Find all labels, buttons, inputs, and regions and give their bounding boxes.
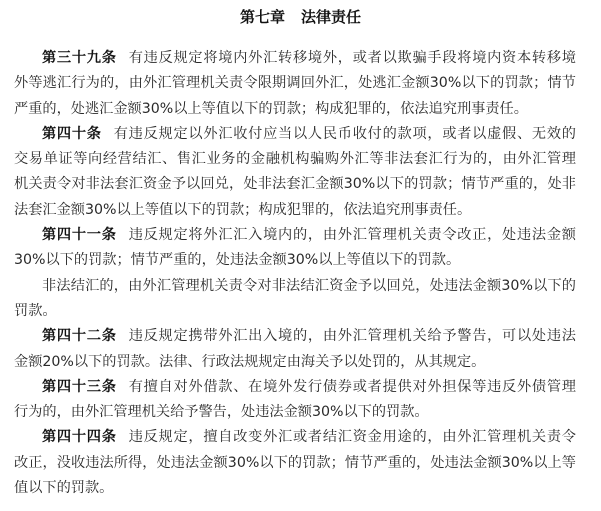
article-number: 第四十一条 — [42, 227, 117, 244]
paragraph-line — [14, 223, 576, 248]
line-text: 非法结汇的，由外汇管理机关责令对非法结汇资金予以回兑，处违法金额30%以下的 — [42, 277, 576, 294]
paragraph-line — [14, 324, 576, 349]
document-body — [14, 46, 576, 501]
line-text: 30%以下的罚款；情节严重的，处违法金额30%以上等值以下的罚款。 — [14, 252, 461, 269]
line-text: 违反规定将外汇汇入境内的，由外汇管理机关责令改正，处违法金额 — [128, 227, 576, 244]
line-text: 改正，没收违法所得，处违法金额30%以下的罚款；情节严重的，处违法金额30%以上等 — [14, 454, 576, 471]
chapter-title — [0, 6, 601, 27]
paragraph-line — [14, 274, 576, 299]
line-text: 法套汇金额30%以上等值以下的罚款；构成犯罪的，依法追究刑事责任。 — [14, 201, 472, 218]
line-text: 有违反规定以外汇收付应当以人民币收付的款项，或者以虚假、无效的 — [113, 125, 576, 142]
line-text: 值以下的罚款。 — [14, 480, 114, 497]
paragraph-line — [14, 299, 576, 324]
line-text: 有擅自对外借款、在境外发行债券或者提供对外担保等违反外债管理 — [128, 378, 576, 395]
line-text: 外等逃汇行为的，由外汇管理机关责令限期调回外汇，处逃汇金额30%以下的罚款；情节 — [14, 75, 576, 92]
paragraph-line — [14, 97, 576, 122]
line-text: 有违反规定将境内外汇转移境外，或者以欺骗手段将境内资本转移境 — [128, 50, 576, 66]
paragraph-line — [14, 350, 576, 375]
line-text: 机关责令对非法套汇资金予以回兑，处非法套汇金额30%以下的罚款；情节严重的，处非 — [14, 176, 576, 193]
article-number: 第四十二条 — [42, 328, 117, 345]
line-text: 严重的，处逃汇金额30%以上等值以下的罚款；构成犯罪的，依法追究刑事责任。 — [14, 100, 528, 117]
paragraph-line — [14, 46, 576, 71]
article-number: 第三十九条 — [42, 50, 117, 66]
paragraph-line — [14, 248, 576, 273]
paragraph-line — [14, 122, 576, 147]
article-number: 第四十条 — [42, 125, 102, 142]
paragraph-line — [14, 425, 576, 450]
chapter-number: 第七章 — [239, 8, 285, 26]
line-text: 行为的，由外汇管理机关给予警告，处违法金额30%以下的罚款。 — [14, 404, 429, 421]
paragraph-line — [14, 476, 576, 501]
paragraph-line — [14, 71, 576, 96]
paragraph-line — [14, 147, 576, 172]
paragraph-line — [14, 451, 576, 476]
paragraph-line — [14, 172, 576, 197]
line-text: 交易单证等向经营结汇、售汇业务的金融机构骗购外汇等非法套汇行为的，由外汇管理 — [14, 151, 576, 168]
paragraph-line — [14, 375, 576, 400]
line-text: 违反规定，擅自改变外汇或者结汇资金用途的，由外汇管理机关责令 — [128, 429, 576, 446]
article-number: 第四十四条 — [42, 429, 117, 446]
paragraph-line — [14, 198, 576, 223]
article-number: 第四十三条 — [42, 378, 117, 395]
line-text: 违反规定携带外汇出入境的，由外汇管理机关给予警告，可以处违法 — [128, 328, 576, 345]
line-text: 金额20%以下的罚款。法律、行政法规规定由海关予以处罚的，从其规定。 — [14, 353, 486, 370]
line-text: 罚款。 — [14, 302, 57, 319]
paragraph-line — [14, 400, 576, 425]
chapter-heading: 法律责任 — [301, 8, 362, 26]
